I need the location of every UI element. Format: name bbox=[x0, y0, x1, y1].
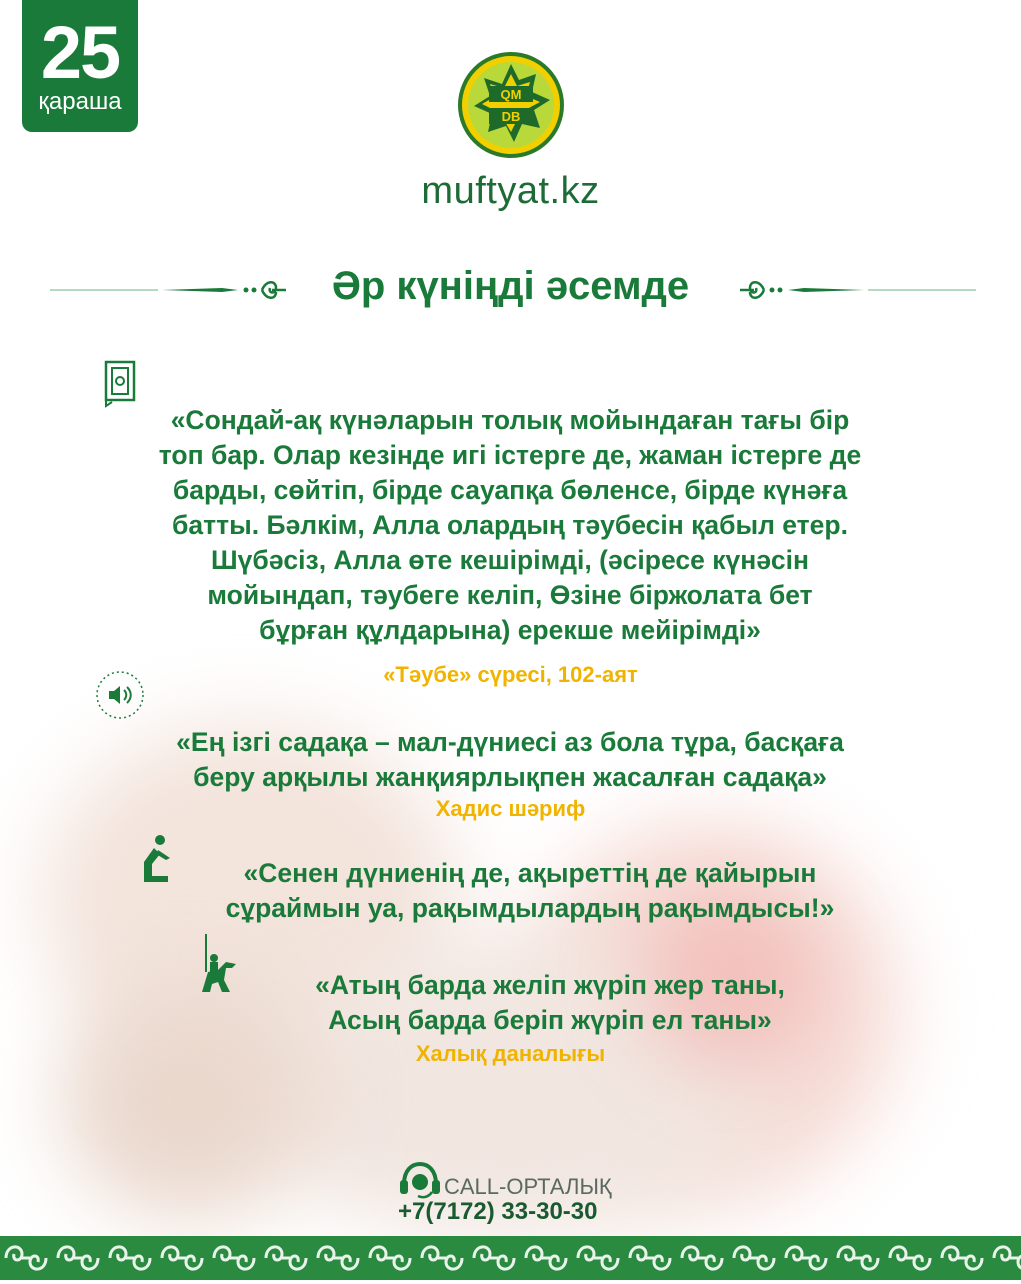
quote-line: беру арқылы жанқиярлықпен жасалған садақа» bbox=[193, 762, 827, 792]
quote-hadith bbox=[60, 725, 960, 795]
date-day: 25 bbox=[40, 11, 120, 94]
site-name: muftyat.kz bbox=[421, 170, 600, 212]
call-center-label: CALL-ОРТАЛЫҚ bbox=[444, 1174, 612, 1199]
call-center-phone[interactable]: +7(7172) 33-30-30 bbox=[398, 1198, 598, 1225]
quote-proverb bbox=[160, 968, 940, 1038]
ornament-pattern-icon bbox=[0, 1236, 1021, 1280]
quote-line: «Атың барда желіп жүріп жер таны, bbox=[315, 970, 785, 1000]
ornament-right-icon bbox=[736, 262, 976, 318]
muftyat-logo bbox=[456, 50, 566, 160]
quote-line: Асың барда беріп жүріп ел таны» bbox=[328, 1005, 772, 1035]
quote-source-proverb: Халық даналығы bbox=[415, 1041, 606, 1066]
date-badge bbox=[22, 0, 138, 132]
quote-line: сұраймын уа, рақымдылардың рақымдысы!» bbox=[225, 893, 835, 923]
quote-line: топ бар. Олар кезінде игі істерге де, жаман істерге де bbox=[158, 440, 862, 470]
quote-line: «Сенен дүниенің де, ақыреттің де қайырын bbox=[243, 858, 817, 888]
quote-source-quran: «Тәубе» сүресі, 102-аят bbox=[383, 662, 638, 687]
logo-text-bottom: DB bbox=[501, 109, 521, 124]
ornament-border bbox=[0, 1236, 1021, 1280]
quote-line: мойындап, тәубеге келіп, Өзіне біржолата бет bbox=[207, 580, 813, 610]
speaker-icon[interactable] bbox=[95, 670, 145, 720]
page-title: Әр күніңді әсемде bbox=[331, 264, 690, 308]
quote-quran bbox=[60, 403, 960, 648]
logo-text-top: QM bbox=[500, 87, 522, 102]
headset-icon bbox=[398, 1160, 442, 1200]
quote-line: барды, сөйтіп, бірде сауапқа бөленсе, бірде күнәға bbox=[172, 475, 848, 505]
quran-book-icon bbox=[102, 360, 138, 408]
quote-line: бұрған құлдарына) ерекше мейірімді» bbox=[259, 615, 761, 645]
quote-line: Шүбәсіз, Алла өте кешірімді, (әсіресе күнәсін bbox=[210, 545, 810, 575]
date-month: қараша bbox=[38, 88, 122, 115]
quote-line: «Ең ізгі садақа – мал-дүниесі аз бола тұра, басқаға bbox=[176, 727, 844, 757]
quote-source-hadith: Хадис шәриф bbox=[435, 796, 586, 821]
call-center bbox=[398, 1160, 628, 1226]
quote-dua bbox=[120, 856, 940, 926]
title-row bbox=[0, 262, 1021, 318]
quote-line: «Сондай-ақ күнәларын толық мойындаған тағы бір bbox=[170, 405, 850, 435]
quote-line: батты. Бәлкім, Алла олардың тәубесін қабыл етер. bbox=[172, 510, 848, 540]
